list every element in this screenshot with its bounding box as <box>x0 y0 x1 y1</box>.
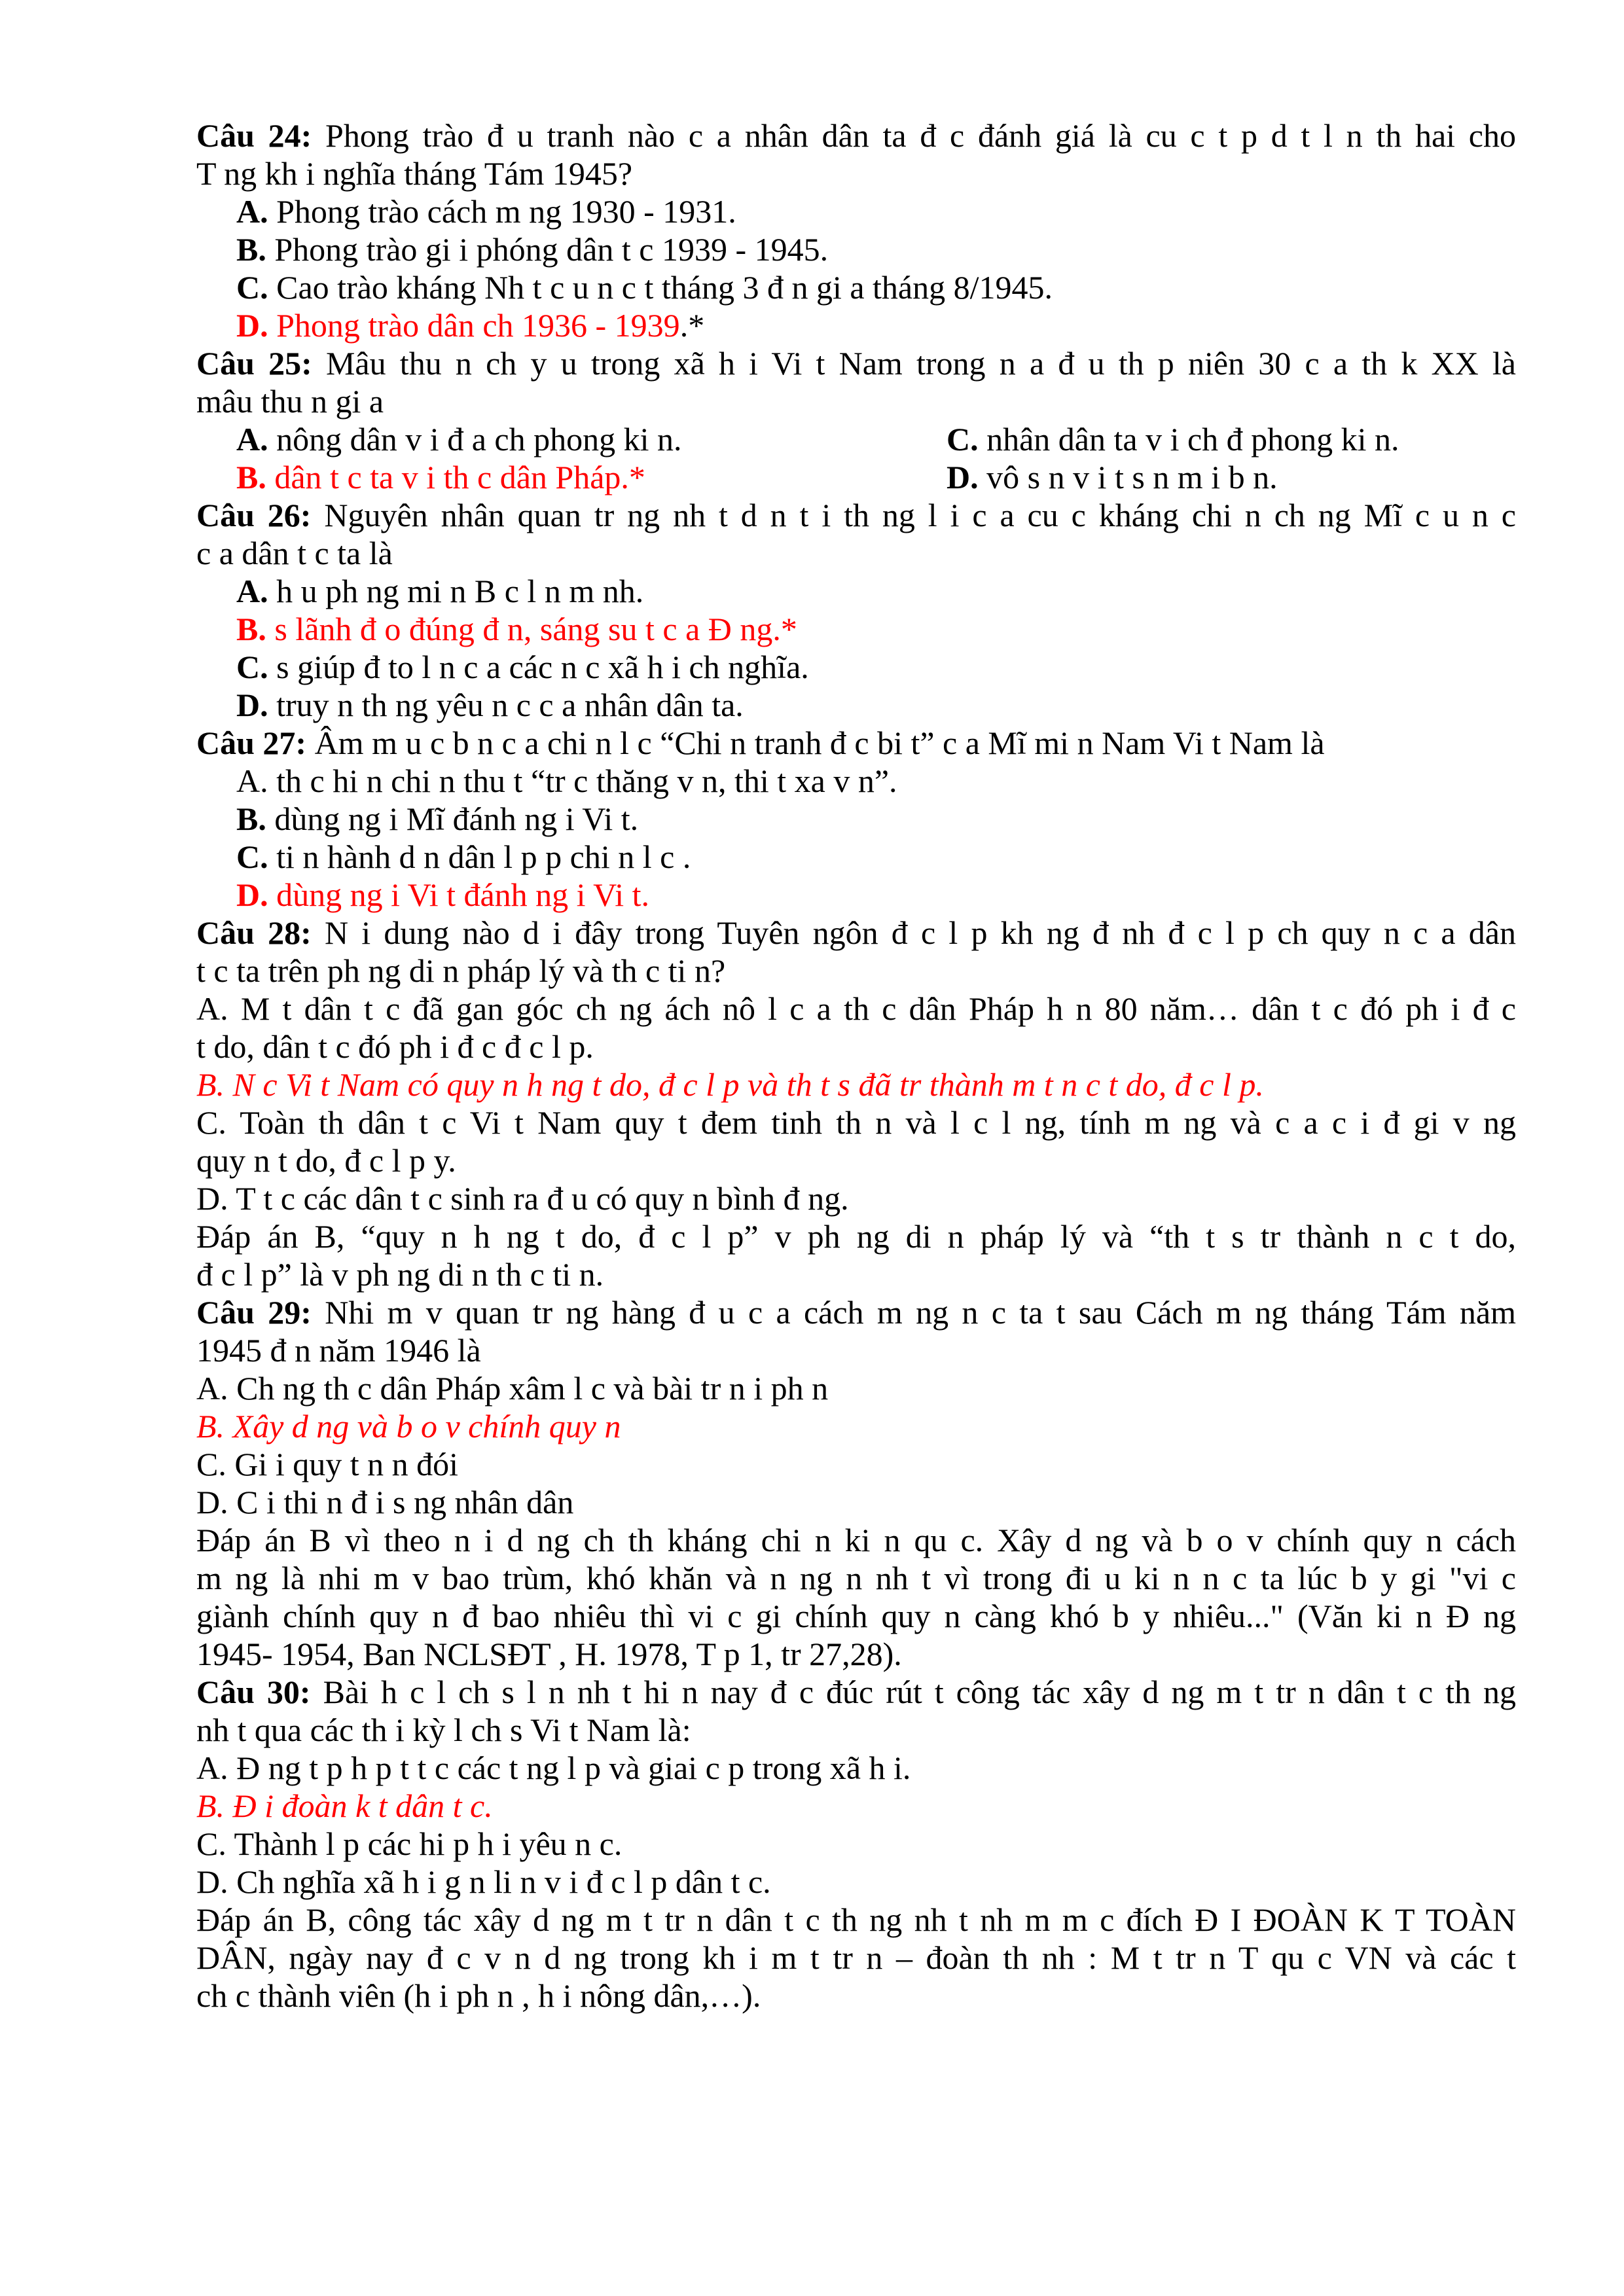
question-stem-line <box>196 1331 1516 1369</box>
option-text: dân t c ta v i th c dân Pháp.* <box>274 459 645 495</box>
option-c <box>196 648 1516 686</box>
question-stem-line <box>196 1293 1516 1331</box>
option-text: C i thi n đ i s ng nhân dân <box>236 1484 574 1520</box>
question-stem-text: Âm m u c b n c a chi n l c “Chi n tranh đ c bi t” c a Mĩ mi n Nam Vi t Nam là <box>314 725 1325 761</box>
option-letter: A. <box>236 573 268 609</box>
option-b <box>196 1787 1516 1825</box>
explanation-text: m ng là nhi m v bao trùm, khó khăn và n ng n nh t vì trong đi u ki n n c ta lúc b y gi "vi c <box>196 1560 1516 1596</box>
option-letter: D. <box>196 1180 228 1217</box>
option-text: h u ph ng mi n B c l n m nh. <box>276 573 644 609</box>
option-a <box>196 192 1516 230</box>
option-letter: D. <box>236 687 268 723</box>
option-c <box>196 838 1516 876</box>
option-letter: A. <box>196 990 228 1027</box>
option-letter: B. <box>236 459 266 495</box>
option-letter: D. <box>196 1863 228 1900</box>
option-b <box>196 800 1516 838</box>
option-letter: D. <box>947 459 979 495</box>
question-26 <box>196 496 1516 724</box>
option-text: nông dân v i đ a ch phong ki n. <box>276 421 682 457</box>
option-a <box>196 990 1516 1028</box>
question-list <box>196 117 1516 2015</box>
explanation-text: giành chính quy n đ bao nhiêu thì vi c gi chính quy n càng khó b y nhiêu..." (Văn ki n Đ ng <box>196 1598 1516 1634</box>
option-text: t do, dân t c đó ph i đ c đ c l p. <box>196 1028 594 1065</box>
option-text: Thành l p các hi p h i yêu n c. <box>234 1825 623 1862</box>
option-text: Cao trào kháng Nh t c u n c t tháng 3 đ n gi a tháng 8/1945. <box>276 269 1053 306</box>
option-d <box>196 306 1516 344</box>
question-stem-line <box>196 952 1516 990</box>
option-text: Gi i quy t n n đói <box>234 1446 459 1482</box>
option-c <box>196 1825 1516 1863</box>
option-text: T t c các dân t c sinh ra đ u có quy n bình đ ng. <box>236 1180 849 1217</box>
question-25 <box>196 344 1516 496</box>
question-30 <box>196 1673 1516 2015</box>
explanation-line <box>196 1939 1516 1977</box>
question-stem-text: N i dung nào d i đây trong Tuyên ngôn đ c l p kh ng đ nh đ c l p ch quy n c a dân <box>324 914 1516 951</box>
question-stem-text: Nhi m v quan tr ng hàng đ u c a cách m ng n c ta t sau Cách m ng tháng Tám năm <box>325 1294 1516 1331</box>
question-stem-text: t c ta trên ph ng di n pháp lý và th c ti n? <box>196 952 726 989</box>
question-stem-text: Bài h c l ch s l n nh t hi n nay đ c đúc rút t công tác xây d ng m t tr n dân t c th ng <box>323 1674 1516 1710</box>
question-stem-line <box>196 117 1516 154</box>
option-letter: A. <box>236 762 268 799</box>
question-label: Câu 24: <box>196 117 312 154</box>
option-letter: B. <box>196 1787 225 1824</box>
option-text: th c hi n chi n thu t “tr c thăng v n, thi t xa v n”. <box>276 762 897 799</box>
question-stem-line <box>196 344 1516 382</box>
option-letter: C. <box>947 421 979 457</box>
option-letter: A. <box>196 1370 228 1407</box>
explanation-line <box>196 1559 1516 1597</box>
option-text: N c Vi t Nam có quy n h ng t do, đ c l p và th t s đã tr thành m t n c t do, đ c l p. <box>232 1066 1264 1103</box>
option-letter: A. <box>236 421 268 457</box>
option-letter: C. <box>236 269 268 306</box>
option-text: M t dân t c đã gan góc ch ng ách nô l c a th c dân Pháp h n 80 năm… dân t c đó ph i đ c <box>240 990 1517 1027</box>
question-stem-line <box>196 534 1516 572</box>
question-stem-line <box>196 914 1516 952</box>
option-text: Phong trào gi i phóng dân t c 1939 - 1945. <box>274 231 829 268</box>
option-letter: A. <box>196 1749 228 1786</box>
option-c <box>947 420 1399 458</box>
explanation-text: DÂN, ngày nay đ c v n d ng trong kh i m t tr n – đoàn th nh : M t tr n T qu c VN và các t <box>196 1939 1516 1976</box>
option-text: truy n th ng yêu n c c a nhân dân ta. <box>276 687 744 723</box>
option-text: Toàn th dân t c Vi t Nam quy t đem tinh th n và l c l ng, tính m ng và c a c i đ gi v ng <box>240 1104 1516 1141</box>
option-letter: B. <box>196 1408 225 1444</box>
question-29 <box>196 1293 1516 1673</box>
option-text: Phong trào cách m ng 1930 - 1931. <box>276 193 736 230</box>
option-letter: D. <box>236 876 268 913</box>
option-d <box>196 1179 1516 1217</box>
option-text: Ch nghĩa xã h i g n li n v i đ c l p dân t c. <box>236 1863 771 1900</box>
question-stem-line <box>196 1711 1516 1749</box>
option-letter: C. <box>196 1446 226 1482</box>
option-letter: C. <box>196 1104 226 1141</box>
explanation-line <box>196 1901 1516 1939</box>
option-letter: D. <box>236 307 268 344</box>
option-b <box>236 458 947 496</box>
question-27 <box>196 724 1516 914</box>
option-row <box>196 420 1516 458</box>
option-text: nhân dân ta v i ch đ phong ki n. <box>986 421 1399 457</box>
option-letter: C. <box>236 649 268 685</box>
explanation-text: ch c thành viên (h i ph n , h i nông dân,…). <box>196 1977 761 2014</box>
question-stem-text: c a dân t c ta là <box>196 535 393 571</box>
option-text: s lãnh đ o đúng đ n, sáng su t c a Đ ng.* <box>274 611 797 647</box>
question-stem-text: 1945 đ n năm 1946 là <box>196 1332 481 1369</box>
option-letter: B. <box>236 800 266 837</box>
option-text: Đ i đoàn k t dân t c. <box>232 1787 493 1824</box>
option-text: quy n t do, đ c l p y. <box>196 1142 456 1179</box>
question-stem-text: Mâu thu n ch y u trong xã h i Vi t Nam trong n a đ u th p niên 30 c a th k XX là <box>325 345 1517 382</box>
question-28 <box>196 914 1516 1293</box>
option-text: Xây d ng và b o v chính quy n <box>232 1408 621 1444</box>
option-d <box>196 1863 1516 1901</box>
explanation-text: đ c l p” là v ph ng di n th c ti n. <box>196 1256 604 1293</box>
option-a <box>196 1749 1516 1787</box>
answer-asterisk: .* <box>679 307 705 344</box>
option-letter: B. <box>236 611 266 647</box>
explanation-text: Đáp án B, “quy n h ng t do, đ c l p” v ph ng di n pháp lý và “th t s tr thành n c t do, <box>196 1218 1516 1255</box>
question-stem-line <box>196 496 1516 534</box>
question-label: Câu 28: <box>196 914 312 951</box>
option-text: ti n hành d n dân l p p chi n l c . <box>276 838 691 875</box>
option-text: Đ ng t p h p t t c các t ng l p và giai c p trong xã h i. <box>236 1749 911 1786</box>
question-label: Câu 29: <box>196 1294 312 1331</box>
option-text: Phong trào dân ch 1936 - 1939 <box>276 307 680 344</box>
question-stem-line <box>196 724 1516 762</box>
explanation-line <box>196 1635 1516 1673</box>
explanation-text: Đáp án B, công tác xây d ng m t tr n dân t c th ng nh t nh m m c đích Đ I ĐOÀN K T TOÀN <box>196 1901 1516 1938</box>
question-stem-text: nh t qua các th i kỳ l ch s Vi t Nam là: <box>196 1712 691 1748</box>
option-text: vô s n v i t s n m i b n. <box>986 459 1278 495</box>
question-stem-text: Phong trào đ u tranh nào c a nhân dân ta đ c đánh giá là cu c t p d t l n th hai cho <box>325 117 1516 154</box>
option-a-continuation <box>196 1028 1516 1066</box>
option-c <box>196 1103 1516 1141</box>
option-text: Ch ng th c dân Pháp xâm l c và bài tr n i ph n <box>236 1370 829 1407</box>
question-stem-text: mâu thu n gi a <box>196 383 384 420</box>
option-letter: A. <box>236 193 268 230</box>
question-24 <box>196 117 1516 344</box>
option-letter: B. <box>236 231 266 268</box>
question-label: Câu 26: <box>196 497 312 533</box>
option-a <box>196 762 1516 800</box>
option-d <box>196 1483 1516 1521</box>
option-d <box>196 876 1516 914</box>
option-text: s giúp đ to l n c a các n c xã h i ch nghĩa. <box>276 649 809 685</box>
question-label: Câu 30: <box>196 1674 311 1710</box>
option-b <box>196 610 1516 648</box>
option-b <box>196 1407 1516 1445</box>
explanation-text: 1945- 1954, Ban NCLSĐT , H. 1978, T p 1, tr 27,28). <box>196 1636 902 1672</box>
explanation-line <box>196 1217 1516 1255</box>
explanation-line <box>196 1977 1516 2015</box>
question-stem-text: Nguyên nhân quan tr ng nh t d n t i th ng l i c a cu c kháng chi n ch ng Mĩ c u n c <box>324 497 1516 533</box>
explanation-line <box>196 1521 1516 1559</box>
option-d <box>196 686 1516 724</box>
question-stem-line <box>196 382 1516 420</box>
option-letter: C. <box>196 1825 226 1862</box>
option-letter: B. <box>196 1066 225 1103</box>
question-label: Câu 27: <box>196 725 307 761</box>
option-letter: C. <box>236 838 268 875</box>
explanation-text: Đáp án B vì theo n i d ng ch th kháng chi n ki n qu c. Xây d ng và b o v chính quy n cách <box>196 1522 1516 1558</box>
option-text: dùng ng i Vi t đánh ng i Vi t. <box>276 876 650 913</box>
option-c <box>196 268 1516 306</box>
question-label: Câu 25: <box>196 345 312 382</box>
question-stem-line <box>196 154 1516 192</box>
option-row <box>196 458 1516 496</box>
option-d <box>947 458 1278 496</box>
question-stem-text: T ng kh i nghĩa tháng Tám 1945? <box>196 155 633 192</box>
option-c <box>196 1445 1516 1483</box>
option-c-continuation <box>196 1141 1516 1179</box>
explanation-line <box>196 1255 1516 1293</box>
option-a <box>196 1369 1516 1407</box>
option-text: dùng ng i Mĩ đánh ng i Vi t. <box>274 800 639 837</box>
question-stem-line <box>196 1673 1516 1711</box>
option-a <box>196 572 1516 610</box>
explanation-line <box>196 1597 1516 1635</box>
option-b <box>196 230 1516 268</box>
option-a <box>236 420 947 458</box>
option-b <box>196 1066 1516 1103</box>
option-letter: D. <box>196 1484 228 1520</box>
